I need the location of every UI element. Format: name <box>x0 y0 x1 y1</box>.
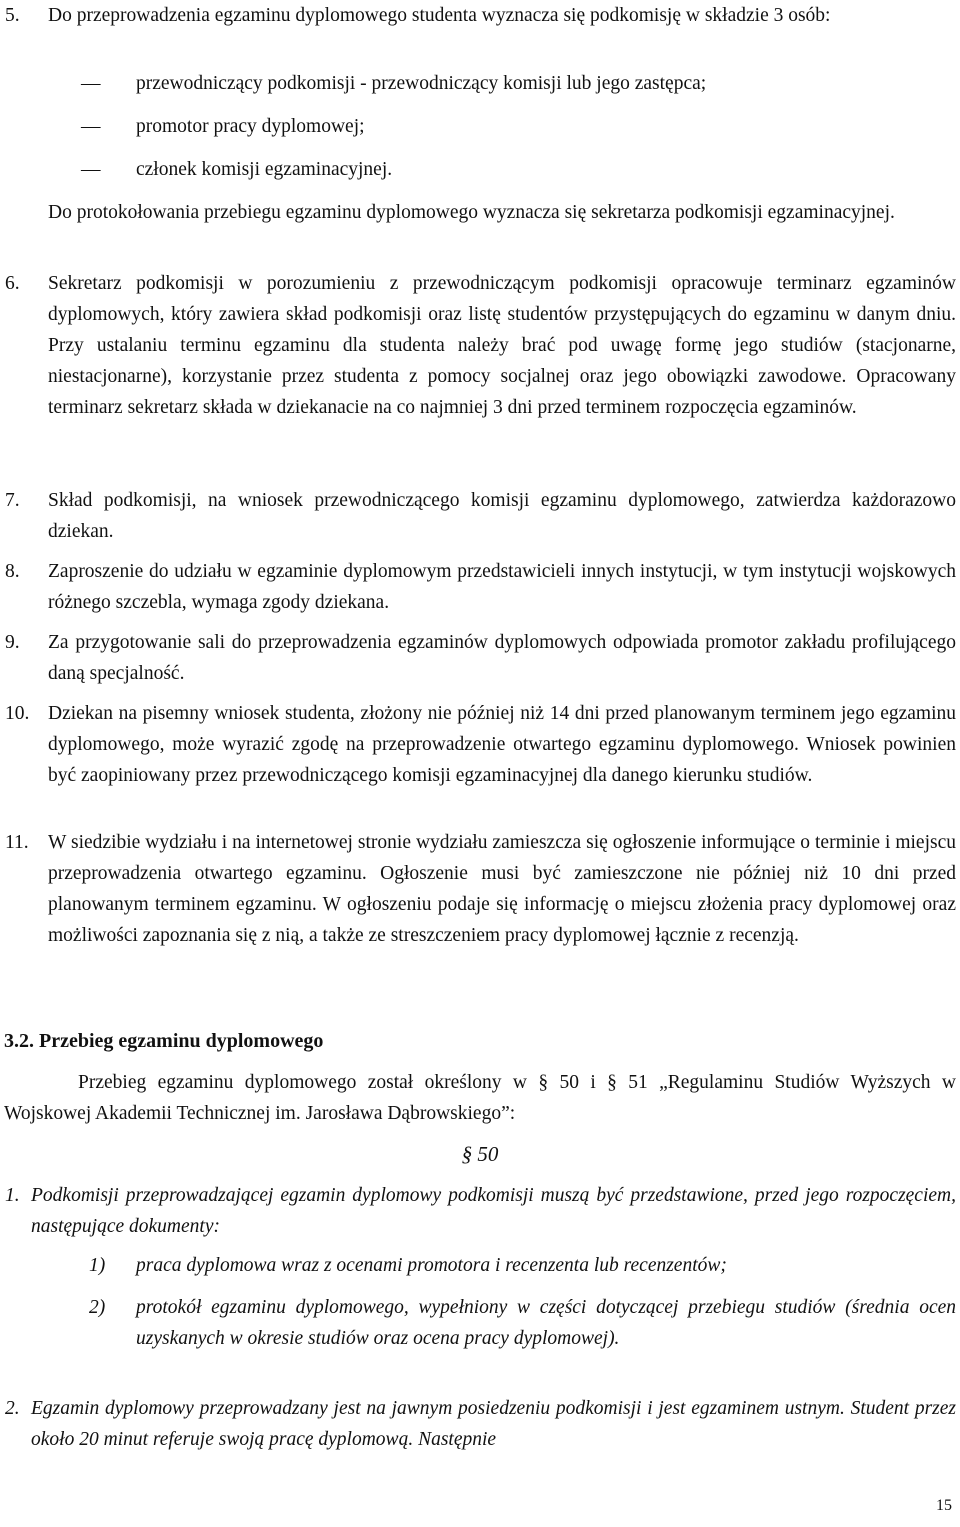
dash-bullet: — <box>81 159 101 180</box>
section-number: 3.2. <box>4 1030 34 1052</box>
item-number: 8. <box>5 561 20 582</box>
section-intro: Przebieg egzaminu dyplomowego został określony w § 50 i § 51 „Regulaminu Studiów Wyższych w Wojskowej Akademii Technicznej im. Jarosława Dąbrowskiego”: <box>4 1072 956 1124</box>
item-number: 10. <box>5 703 30 724</box>
list-item-5 <box>0 0 960 31</box>
dash-bullet: — <box>81 73 101 94</box>
item-number: 5. <box>5 5 20 26</box>
section-heading <box>4 1027 323 1055</box>
item-text: Do protokołowania przebiegu egzaminu dyplomowego wyznacza się sekretarza podkomisji egzaminacyjnej. <box>48 202 895 223</box>
item-number: 7. <box>5 490 20 511</box>
item-text: Sekretarz podkomisji w porozumieniu z przewodniczącym podkomisji opracowuje terminarz egzaminów dyplomowych, który zawiera skład podkomisji oraz listę studentów przystępujących do egzaminu w danym dniu. Przy ustalaniu terminu egzaminu dla studenta należy brać pod uwagę formę jego studiów (stacjonarne, niestacjonarne), korzystanie przez studenta z pomocy socjalnej oraz jego obowiązki zawodowe. Opracowany terminarz sekretarz składa w dziekanacie na co najmniej 3 dni przed terminem rozpoczęcia egzaminów. <box>48 273 956 418</box>
item-5-continuation <box>0 197 960 228</box>
subitem-number: 1) <box>89 1255 106 1276</box>
item-text: W siedzibie wydziału i na internetowej stronie wydziału zamieszcza się ogłoszenie informujące o terminie i miejscu przeprowadzenia otwartego egzaminu. Ogłoszenie musi być zamieszczone nie później niż 10 dni przed planowanym terminem egzaminu. W ogłoszeniu podaje się informację o miejscu złożenia pracy dyplomowej oraz możliwości zapoznania się z nią, a także ze streszczeniem pracy dyplomowej łącznie z recenzją. <box>48 832 956 946</box>
regulation-subitem-2 <box>0 1292 960 1354</box>
item-text: Podkomisji przeprowadzającej egzamin dyplomowy podkomisji muszą być przedstawione, przed jego rozpoczęciem, następujące dokumenty: <box>31 1185 956 1237</box>
item-text: Do przeprowadzenia egzaminu dyplomowego studenta wyznacza się podkomisję w składzie 3 osób: <box>48 5 831 26</box>
item-text: Skład podkomisji, na wniosek przewodniczącego komisji egzaminu dyplomowego, zatwierdza każdorazowo dziekan. <box>48 490 956 542</box>
regulation-subitem-1 <box>0 1250 960 1281</box>
item-number: 2. <box>5 1398 20 1419</box>
item-number: 11. <box>5 832 29 853</box>
dash-item-text: przewodniczący podkomisji - przewodniczący komisji lub jego zastępca; <box>136 73 707 94</box>
item-number: 1. <box>5 1185 20 1206</box>
item-number: 6. <box>5 273 20 294</box>
subitem-text: protokół egzaminu dyplomowego, wypełniony w części dotyczącej przebiegu studiów (średnia ocen uzyskanych w okresie studiów oraz ocena pracy dyplomowej). <box>136 1297 956 1349</box>
item-number: 9. <box>5 632 20 653</box>
regulation-point-1 <box>0 1180 960 1242</box>
list-item-8 <box>0 556 960 618</box>
item-text: Egzamin dyplomowy przeprowadzany jest na jawnym posiedzeniu podkomisji i jest egzaminem ustnym. Student przez około 20 minut referuje swoją pracę dyplomową. Następnie <box>31 1398 956 1450</box>
item-text: Za przygotowanie sali do przeprowadzenia egzaminów dyplomowych odpowiada promotor zakładu profilującego daną specjalność. <box>48 632 956 684</box>
item-text: Dziekan na pisemny wniosek studenta, złożony nie później niż 14 dni przed planowanym terminem jego egzaminu dyplomowego, może wyrazić zgodę na przeprowadzenie otwartego egzaminu dyplomowego. Wniosek powinien być zaopiniowany przez przewodniczącego komisji egzaminacyjnej dla danego kierunku studiów. <box>48 703 956 786</box>
section-title: Przebieg egzaminu dyplomowego <box>39 1030 324 1052</box>
item-text: Zaproszenie do udziału w egzaminie dyplomowym przedstawicieli innych instytucji, w tym instytucji wojskowych różnego szczebla, wymaga zgody dziekana. <box>48 561 956 613</box>
list-item-11 <box>0 827 960 951</box>
list-item-9 <box>0 627 960 689</box>
dash-item-text: promotor pracy dyplomowej; <box>136 116 365 137</box>
dash-item-text: członek komisji egzaminacyjnej. <box>136 159 393 180</box>
page-number: 15 <box>936 1497 952 1514</box>
subitem-number: 2) <box>89 1297 106 1318</box>
list-item-7 <box>0 485 960 547</box>
list-item-10 <box>0 698 960 791</box>
subitem-text: praca dyplomowa wraz z ocenami promotora i recenzenta lub recenzentów; <box>136 1255 727 1276</box>
paragraph-sign: § 50 <box>461 1142 499 1166</box>
regulation-point-2 <box>0 1393 960 1455</box>
list-item-6 <box>0 268 960 423</box>
dash-bullet: — <box>81 116 101 137</box>
